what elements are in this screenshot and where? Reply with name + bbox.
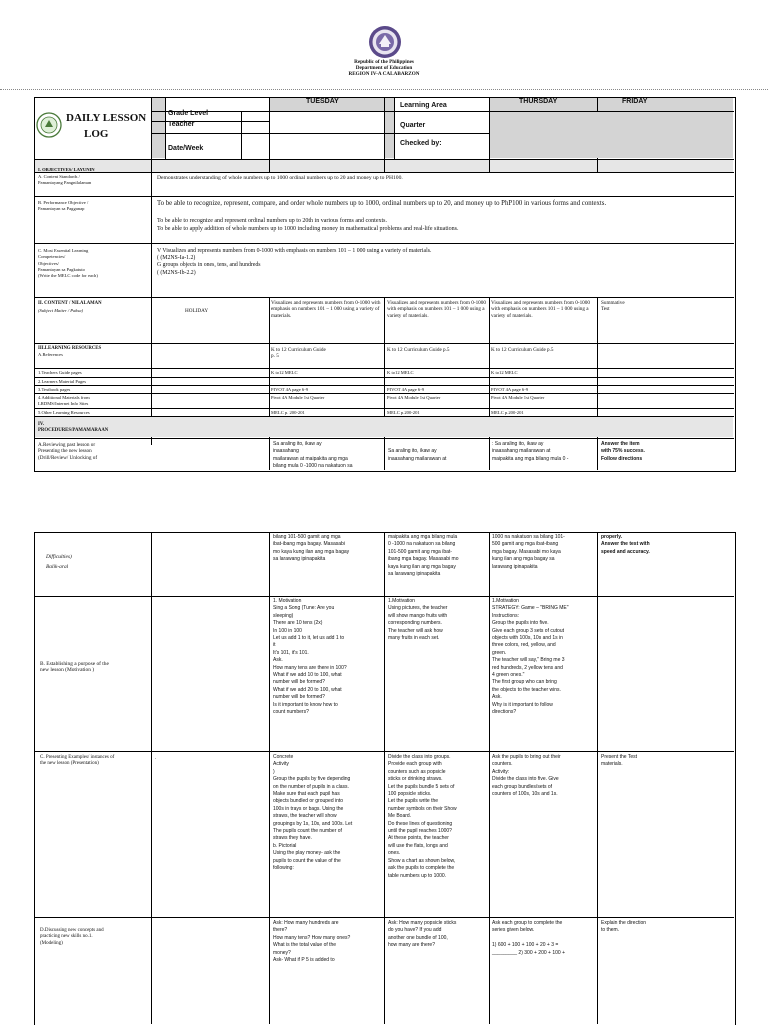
date-week-label: Date/Week: [168, 145, 204, 152]
review-label: A.Reviewing past lesson or Presenting the new lesson (Drill/Review/ Unlocking of: [38, 442, 98, 461]
content-friday: Summative Test: [601, 300, 625, 313]
day-thursday: THURSDAY: [519, 98, 558, 105]
guide-tuesday: K to 12 Curriculum Guide p. 5: [271, 347, 326, 360]
content-subheading: (Subject Matter / Paksa): [38, 308, 84, 313]
melc-page-tuesday: MELC p. 200-201: [271, 410, 305, 415]
objectives-heading: I. OBJECTIVES/ LAYUNIN: [38, 167, 95, 172]
performance-text-2: To be able to recognize and represent ordinal numbers up to 20th in various forms and contexts.: [157, 218, 388, 224]
review-wednesday: Sa araling ito, ikaw ay inaasahang mailarawan at: [388, 448, 447, 462]
header-department: Department of Education: [355, 65, 413, 71]
learners-material-label: 2.Learners Material Pages: [38, 379, 87, 384]
content-standards-label: A. Content Standards / Pamantayang Pangnilalaman: [38, 174, 92, 186]
pivot-thursday: PIVOT 4A page 6-9: [491, 387, 529, 392]
day-tuesday: TUESDAY: [306, 98, 339, 105]
presenting-friday: Present the Test materials.: [601, 754, 638, 768]
content-standards-text: Demonstrates understanding of whole numbers up to 1000 ordinal numbers up to 20 and money up to PH100.: [157, 175, 403, 181]
procedures-heading: IV. PROCEDURES/PAMAMARAAN: [38, 422, 109, 434]
additional-materials-label: 4.Additional Materials from LRDMS/Internet Info Sites: [38, 395, 90, 406]
presenting-mark: .: [155, 755, 157, 761]
references-label: A.References: [38, 352, 63, 357]
purpose-wednesday: 1.Motivation Using pictures, the teacher will show mango fruits with corresponding numbers. The teacher will ask how many fruits in each set.: [388, 598, 448, 642]
pivot-wednesday: PIVOT 4A page 6-9: [387, 387, 425, 392]
melc-ref-thursday: K to12 MELC: [491, 370, 518, 375]
discussing-tuesday: Ask: How many hundreds are there? How many tens? How many ones? What is the total value of the money? Ask- What if P 5 is added to: [273, 920, 351, 964]
pivot-tuesday: PIVOT 4A page 6-9: [271, 387, 309, 392]
lesson-table-page2: [34, 532, 736, 1025]
review-tuesday: Sa araling ito, ikaw ay inaasahang mailarawan at maipakita ang mga bilang mula 0 -1000 na nakatuon sa: [273, 441, 353, 470]
textbook-label: 3.Textbook pages: [38, 387, 71, 392]
content-wednesday: Visualizes and represents numbers from 0-1000 with emphasis on numbers 101 – 1 000 using a variety of materials.: [387, 300, 486, 319]
content-tuesday: Visualizes and represents numbers from 0-1000 with emphasis on numbers 101 – 1 000 using a variety of materials.: [271, 300, 381, 319]
melc-ref-wednesday: K to12 MELC: [387, 370, 414, 375]
teacher-label: Teacher: [168, 121, 195, 128]
purpose-label: B. Establishing a purpose of the new lesson (Motivation ): [40, 661, 109, 674]
discussing-wednesday: Ask: How many popsicle sticks do you have? If you add another one bundle of 100, how many are there?: [388, 920, 457, 949]
header-region: REGION IV-A CALABARZON: [348, 71, 420, 77]
discussing-thursday: Ask each group to complete the series given below. 1) 600 + 100 + 100 + 20 + 3 = _________ 2) 300 + 200 + 100 +: [492, 920, 565, 956]
discussing-label: D.Discussing new concepts and practicing new skills no.1. (Modeling): [40, 928, 104, 946]
presenting-tuesday: Concrete Activity ) Group the pupils by five depending on the number of pupils in a class. Make sure that each pupil has objects bundled or grouped into 100s in trays or bags. Using the straws, the teacher will show groupings by 1s, 10s, and 100s. Let The pupils count the number of straws they have. b. Pictorial Using the play money- ask the pupils to count the value of the following:: [273, 754, 353, 872]
performance-text-3: To be able to apply addition of whole numbers up to 1000 including money in mathematical problems and real-life situations.: [157, 226, 459, 232]
pivot-module-tuesday: Pivot 4A Module 1st Quarter: [271, 395, 325, 400]
other-resources-label: 5.Other Learning Resources: [38, 410, 90, 415]
quarter-label: Quarter: [400, 122, 426, 129]
purpose-thursday: 1.Motivation STRATEGY: Game – "BRING ME" Instructions: Group the pupils into five. Give each group 3 sets of cutout objects with 100s, 10s and 1s in three colors, red, yellow, and green. The teacher will say," Bring me 3 red hundreds, 2 yellow tens and 4 green ones." The first group who can bring the objects to the teacher wins. Ask. Why is it important to follow directions?: [492, 598, 569, 716]
header-divider: [0, 89, 768, 90]
title-line1: DAILY LESSON: [66, 112, 147, 124]
presenting-thursday: Ask the pupils to bring out their counters. Activity: Divide the class into five. Give each group bundles/sets of counters of 100s, 10s and 1s.: [492, 754, 561, 798]
learning-resources-heading: III.LEARNING RESOURCES: [38, 346, 102, 351]
discussing-friday: Explain the direction to them.: [601, 920, 647, 934]
difficulties-thursday: 1000 na nakatuon sa bilang 101- 500 gamit ang mga ibat-ibang mga bagay. Masasabi mo kaya kung ilan ang mga bagay sa larawang ipinapakita: [492, 534, 565, 570]
holiday-text: HOLIDAY: [185, 308, 209, 314]
content-heading: II. CONTENT / NILALAMAN: [38, 301, 102, 306]
difficulties-wednesday: maipakita ang mga bilang mula 0 -1000 na nakatuon sa bilang 101-500 gamit ang mga ibat- ibang mga bagay. Masasabi mo kaya kung ilan ang mga bagay sa larawang ipinapakita: [388, 534, 459, 578]
teachers-guide-label: 1.Teachers Guide pages: [38, 370, 82, 375]
melc-ref-tuesday: K to12 MELC: [271, 370, 298, 375]
melc-label: C. Most Essential Learning Competencies/ Objectives/ Pamantayan sa Pagkatuto (Write the MELC code for each): [38, 248, 98, 279]
performance-label: B. Performance Objective / Pamantayan sa Pagganap: [38, 200, 89, 212]
purpose-tuesday: 1. Motivation Sing a Song (Tune: Are you sleeping) There are 10 tens (2x) In 100 in 100 Let us add 1 to it, let us add 1 to it It's 101, it's 101. Ask. How many tens are there in 100? What if we add 10 to 100, what number will be formed? What if we add 20 to 100, what number will be formed? Is it important to know how to count numbers?: [273, 598, 347, 716]
day-friday: FRIDAY: [622, 98, 648, 105]
review-thursday: : Sa araling ito, ikaw ay inaasahang mailarawan at maipakita ang mga bilang mula 0 -: [492, 441, 569, 462]
melc-text: V Visualizes and represents numbers from 0-1000 with emphasis on numbers 101 – 1 000 using a variety of materials. ( (M2NS-Ia-1.2) G groups objects in ones, tens, and hundreds ( (M2NS-Ib-2.2): [157, 248, 432, 276]
school-logo: [36, 112, 62, 138]
presenting-label: C. Presenting Examples/ instances of the new lesson (Presentation): [40, 755, 115, 767]
learning-area-label: Learning Area: [400, 102, 447, 109]
difficulties-label: Difficulties) Balik-aral: [46, 554, 72, 570]
deped-seal: [368, 25, 402, 59]
melc-page-wednesday: MELC p.200-201: [387, 410, 420, 415]
guide-thursday: K to 12 Curriculum Guide p.5: [491, 347, 554, 353]
checked-by-label: Checked by:: [400, 140, 442, 147]
grade-level-label: Grade Level: [168, 110, 209, 117]
presenting-wednesday: Divide the class into groups. Provide each group with counters such as popsicle sticks or drinking straws. Let the pupils bundle 5 sets of 100 popsicle sticks. Let the pupils write the number symbols on their Show Me Board. Do these lines of questioning until the pupil reaches 1000? At these points, the teacher will use the flats, longs and ones. Show a chart as shown below, ask the pupils to complete the table numbers up to 1000.: [388, 754, 457, 879]
review-friday: Answer the item with 75% success. Follow directions: [601, 441, 645, 462]
pivot-module-wednesday: Pivot 4A Module 1st Quarter: [387, 395, 441, 400]
guide-wednesday: K to 12 Curriculum Guide p.5: [387, 347, 450, 353]
performance-text-1: To be able to recognize, represent, compare, and order whole numbers up to 1000, ordinal numbers up to 20, and money up to PhP100 in various forms and contexts.: [157, 200, 607, 207]
header-republic: Republic of the Philippines: [354, 59, 414, 65]
difficulties-friday: properly. Answer the test with speed and accuracy.: [601, 534, 650, 555]
pivot-module-thursday: Pivot 4A Module 1st Quarter: [491, 395, 545, 400]
melc-page-thursday: MELC p.200-201: [491, 410, 524, 415]
content-thursday: Visualizes and represents numbers from 0-1000 with emphasis on numbers 101 – 1 000 using a variety of materials.: [491, 300, 590, 319]
difficulties-tuesday: bilang 101-500 gamit ang mga ibat-ibang mga bagay. Masasabi mo kaya kung ilan ang mga bagay sa larawang ipinapakita: [273, 534, 350, 563]
title-line2: LOG: [84, 128, 109, 140]
